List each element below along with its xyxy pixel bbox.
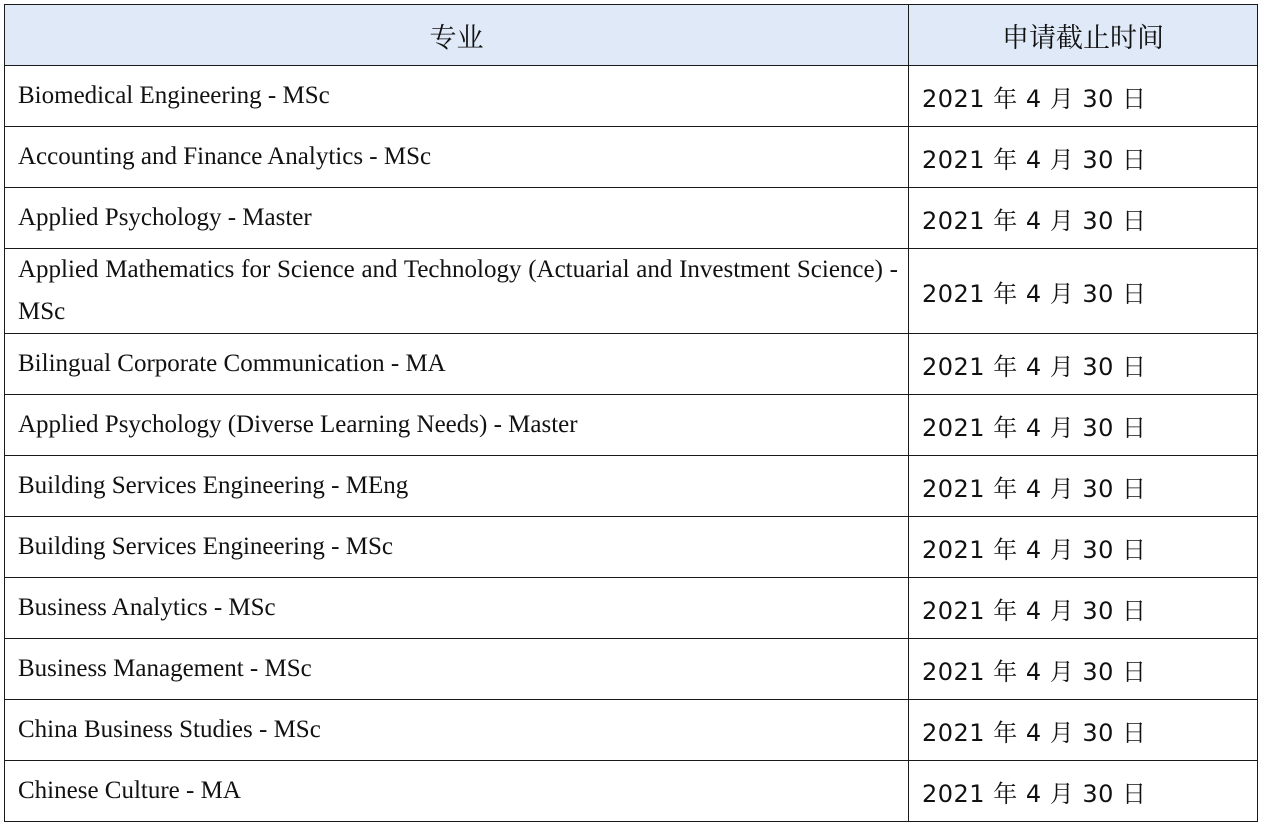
major-cell: China Business Studies - MSc bbox=[5, 700, 909, 761]
major-cell: Business Analytics - MSc bbox=[5, 578, 909, 639]
major-cell: Bilingual Corporate Communication - MA bbox=[5, 334, 909, 395]
major-cell: Chinese Culture - MA bbox=[5, 761, 909, 822]
table-row bbox=[5, 334, 1258, 395]
table-row bbox=[5, 127, 1258, 188]
deadline-column-header: 申请截止时间 bbox=[909, 5, 1258, 66]
table-row bbox=[5, 249, 1258, 334]
major-cell: Biomedical Engineering - MSc bbox=[5, 66, 909, 127]
deadline-cell: 2021 年 4 月 30 日 bbox=[909, 249, 1258, 334]
deadline-cell: 2021 年 4 月 30 日 bbox=[909, 395, 1258, 456]
deadline-cell: 2021 年 4 月 30 日 bbox=[909, 517, 1258, 578]
deadline-cell: 2021 年 4 月 30 日 bbox=[909, 127, 1258, 188]
table-row bbox=[5, 700, 1258, 761]
table-row bbox=[5, 66, 1258, 127]
table-row bbox=[5, 188, 1258, 249]
deadline-cell: 2021 年 4 月 30 日 bbox=[909, 334, 1258, 395]
deadline-cell: 2021 年 4 月 30 日 bbox=[909, 578, 1258, 639]
major-cell: Building Services Engineering - MSc bbox=[5, 517, 909, 578]
deadline-cell: 2021 年 4 月 30 日 bbox=[909, 700, 1258, 761]
major-cell: Building Services Engineering - MEng bbox=[5, 456, 909, 517]
table-row bbox=[5, 761, 1258, 822]
deadline-cell: 2021 年 4 月 30 日 bbox=[909, 639, 1258, 700]
table-row bbox=[5, 517, 1258, 578]
table-row bbox=[5, 395, 1258, 456]
deadline-cell: 2021 年 4 月 30 日 bbox=[909, 456, 1258, 517]
program-deadline-table bbox=[4, 4, 1258, 822]
major-cell: Applied Psychology (Diverse Learning Needs) - Master bbox=[5, 395, 909, 456]
major-cell: Accounting and Finance Analytics - MSc bbox=[5, 127, 909, 188]
deadline-cell: 2021 年 4 月 30 日 bbox=[909, 66, 1258, 127]
table-row bbox=[5, 456, 1258, 517]
table-header-row bbox=[5, 5, 1258, 66]
table-row bbox=[5, 639, 1258, 700]
deadline-cell: 2021 年 4 月 30 日 bbox=[909, 188, 1258, 249]
table-row bbox=[5, 578, 1258, 639]
major-cell bbox=[5, 249, 909, 334]
major-cell: Business Management - MSc bbox=[5, 639, 909, 700]
major-cell: Applied Psychology - Master bbox=[5, 188, 909, 249]
deadline-cell: 2021 年 4 月 30 日 bbox=[909, 761, 1258, 822]
major-cell-text: Applied Mathematics for Science and Technology (Actuarial and Investment Science) -MSc bbox=[18, 256, 898, 325]
major-column-header: 专业 bbox=[5, 5, 909, 66]
